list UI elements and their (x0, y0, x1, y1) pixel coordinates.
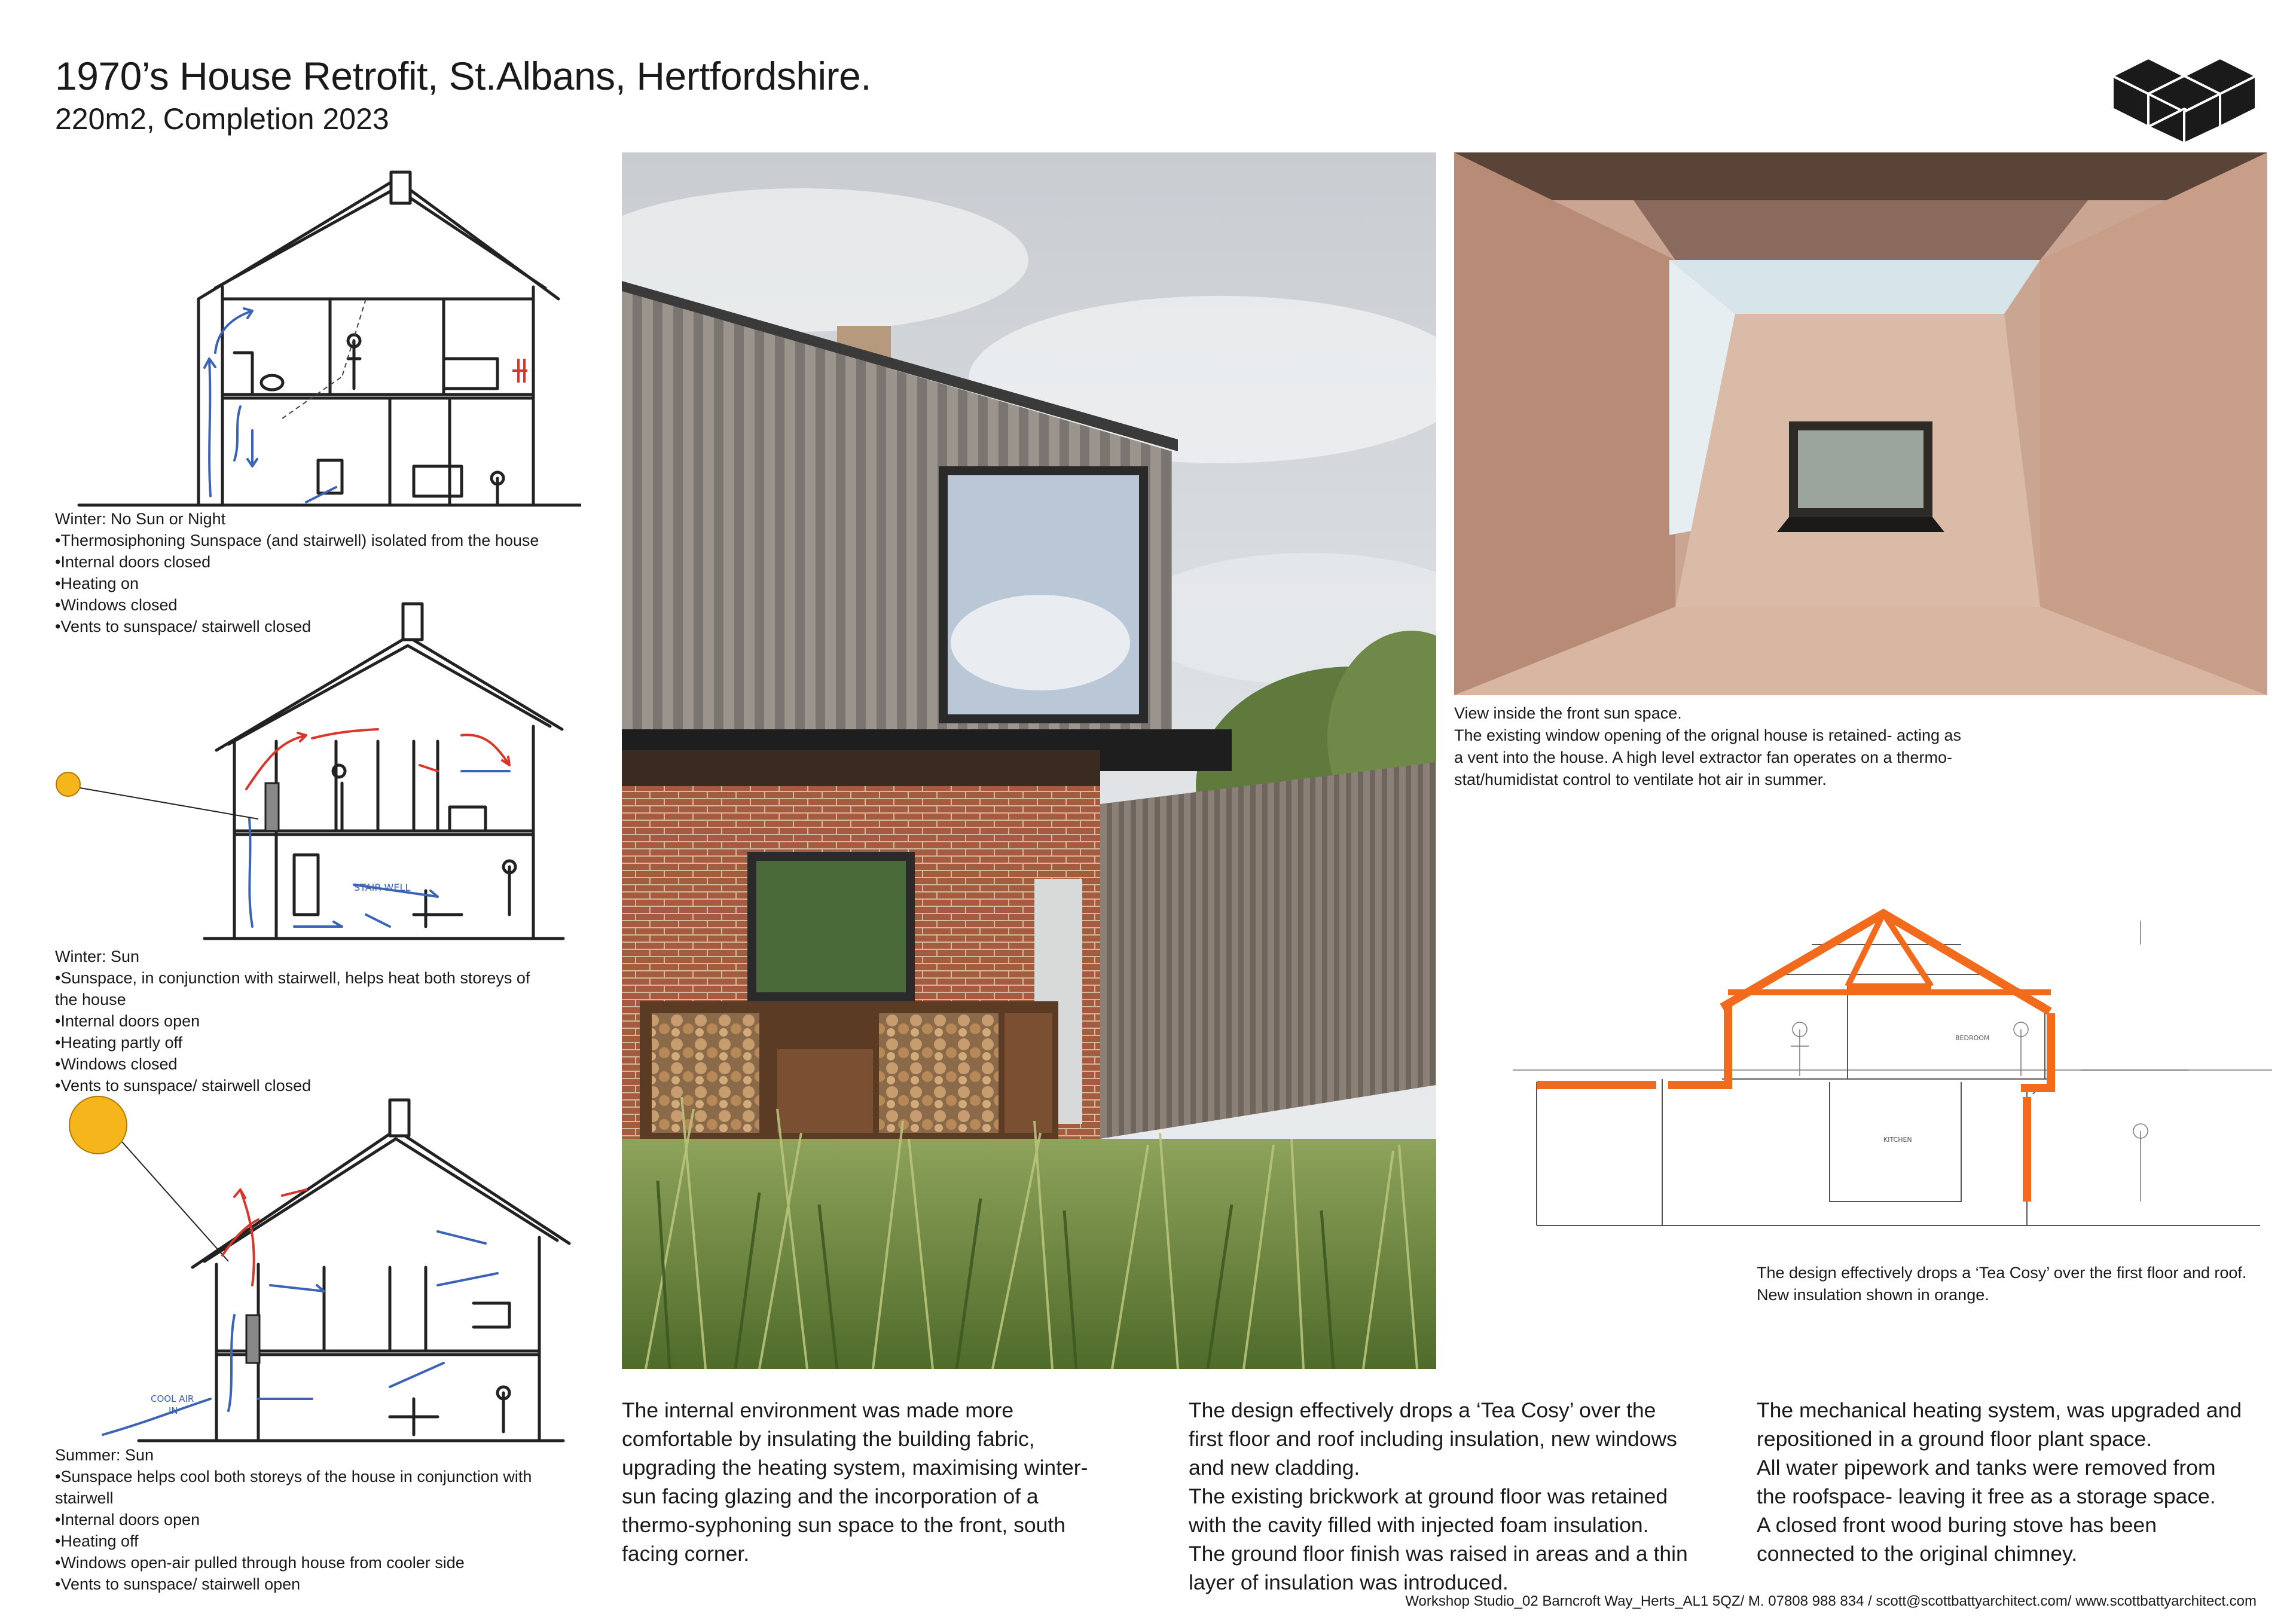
caption-line: stat/humidistat control to ventilate hot air in summer. (1454, 771, 1827, 788)
sun-icon (69, 1096, 127, 1154)
body-line: sun facing glazing and the incorporation of a (622, 1484, 1039, 1508)
body-column-2 (1189, 1396, 1688, 1597)
body-line: the roofspace- leaving it free as a storage space. (1757, 1484, 2216, 1508)
body-line: thermo-syphoning sun space to the front, south (622, 1513, 1065, 1537)
page-title: 1970’s House Retrofit, St.Albans, Hertfordshire. (55, 54, 872, 98)
body-line: with the cavity filled with injected foam insulation. (1189, 1513, 1649, 1537)
sketch-winter-no-sun (55, 161, 581, 508)
diagram-line: the house (55, 991, 126, 1008)
stacked-cubes-logo (2109, 55, 2259, 145)
sun-icon (56, 772, 80, 796)
body-column-3 (1757, 1396, 2242, 1568)
body-line: layer of insulation was introduced. (1189, 1570, 1509, 1594)
body-line: facing corner. (622, 1542, 750, 1566)
diagram-line: •Vents to sunspace/ stairwell closed (55, 1077, 312, 1095)
diagram-line: •Vents to sunspace/ stairwell open (55, 1575, 301, 1593)
body-line: connected to the original chimney. (1757, 1542, 2078, 1566)
diagram-heading: Winter: Sun (55, 947, 140, 965)
diagram-line: •Windows closed (55, 596, 178, 614)
diagram-line: •Heating partly off (55, 1034, 183, 1052)
diagram-line: •Sunspace, in conjunction with stairwell, helps heat both storeys of (55, 969, 530, 987)
kitchen-label: KITCHEN (1883, 1136, 1912, 1144)
body-line: A closed front wood buring stove has been (1757, 1513, 2157, 1537)
diagram-line: •Internal doors open (55, 1012, 200, 1030)
diagram-heading: Summer: Sun (55, 1446, 154, 1464)
page-subtitle: 220m2, Completion 2023 (55, 102, 389, 136)
section-drawing (1513, 843, 2272, 1237)
diagram-line: •Heating off (55, 1532, 139, 1550)
sunspace-caption (1454, 702, 1961, 791)
stairwell-label: STAIR WELL (354, 882, 411, 893)
bedroom-label: BEDROOM (1955, 1034, 1990, 1042)
diagram-caption-summer-sun (55, 1444, 532, 1595)
body-line: All water pipework and tanks were removed from (1757, 1456, 2216, 1480)
caption-line: a vent into the house. A high level extractor fan operates on a thermo- (1454, 748, 1953, 766)
caption-line: View inside the front sun space. (1454, 704, 1682, 722)
body-line: upgrading the heating system, maximising winter- (622, 1456, 1088, 1480)
diagram-line: •Windows open-air pulled through house from cooler side (55, 1554, 465, 1572)
caption-line: The existing window opening of the orignal house is retained- acting as (1454, 726, 1962, 744)
body-line: The mechanical heating system, was upgraded and (1757, 1398, 2242, 1422)
diagram-line: •Windows closed (55, 1055, 178, 1073)
diagram-line: •Heating on (55, 574, 139, 592)
body-line: repositioned in a ground floor plant space. (1757, 1427, 2152, 1451)
body-line: The internal environment was made more (622, 1398, 1014, 1422)
footer-contact: Workshop Studio_02 Barncroft Way_Herts_AL1 5QZ/ M. 07808 988 834 / scott@scottbattyarchitect.com/ www.scottbattyarchitect.com (1405, 1593, 2257, 1609)
sketch-summer-sun (55, 1088, 581, 1447)
body-column-1 (622, 1396, 1088, 1568)
diagram-line: •Vents to sunspace/ stairwell closed (55, 618, 312, 635)
caption-line: New insulation shown in orange. (1757, 1286, 1989, 1304)
diagram-line: •Thermosiphoning Sunspace (and stairwell) isolated from the house (55, 531, 539, 549)
body-line: The existing brickwork at ground floor was retained (1189, 1484, 1668, 1508)
diagram-line: •Internal doors open (55, 1511, 200, 1529)
sketch-winter-sun (55, 592, 581, 945)
body-line: first floor and roof including insulation, new windows (1189, 1427, 1677, 1451)
body-line: and new cladding. (1189, 1456, 1360, 1480)
sunspace-photo (1454, 152, 2267, 695)
diagram-caption-winter-sun (55, 946, 530, 1096)
diagram-line: •Sunspace helps cool both storeys of the house in conjunction with (55, 1468, 532, 1486)
caption-line: The design effectively drops a ‘Tea Cosy’ over the first floor and roof. (1757, 1264, 2247, 1282)
section-caption (1757, 1262, 2246, 1306)
diagram-heading: Winter: No Sun or Night (55, 510, 226, 528)
body-line: The ground floor finish was raised in areas and a thin (1189, 1542, 1688, 1566)
body-line: comfortable by insulating the building fabric, (622, 1427, 1035, 1451)
diagram-line: stairwell (55, 1489, 114, 1507)
body-line: The design effectively drops a ‘Tea Cosy’ over the (1189, 1398, 1656, 1422)
exterior-photo (622, 152, 1436, 1369)
cool-air-label: COOL AIR (151, 1393, 194, 1404)
diagram-line: •Internal doors closed (55, 553, 211, 571)
cool-air-in-label: IN (169, 1405, 178, 1416)
